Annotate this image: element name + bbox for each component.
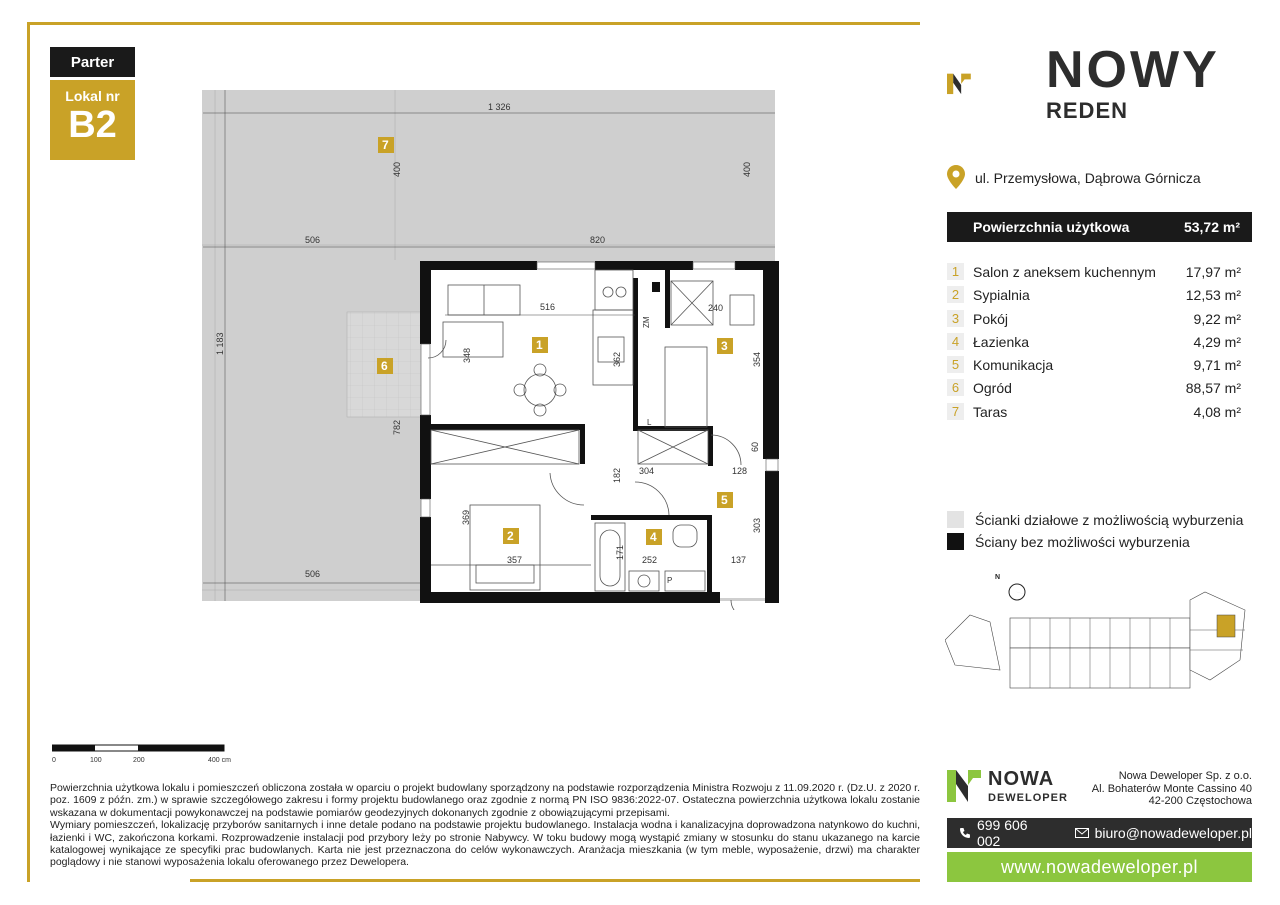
label-p: P	[667, 576, 673, 585]
phone-contact[interactable]	[959, 817, 1055, 849]
developer-name-top: NOWA	[988, 768, 1055, 790]
website-link[interactable]	[947, 852, 1252, 882]
contact-bar	[947, 818, 1252, 848]
room-row	[947, 355, 1247, 378]
phone-icon	[959, 827, 971, 839]
room-number: 1	[947, 263, 964, 280]
room-name: Ogród	[973, 380, 1012, 397]
location-pin-icon	[947, 165, 965, 189]
usable-area-value: 53,72 m²	[1183, 219, 1240, 235]
nowa-deweloper-logo-mark	[947, 770, 981, 802]
north-label: N	[995, 574, 1001, 581]
dim-137: 137	[731, 555, 747, 565]
dim-304: 304	[639, 466, 655, 476]
dim-303: 303	[752, 517, 762, 533]
unit-tag	[50, 80, 135, 160]
room-area: 17,97 m²	[1185, 264, 1241, 280]
dim-182: 182	[612, 467, 622, 483]
dim-506-top: 506	[305, 235, 321, 245]
site-plan	[945, 570, 1255, 695]
disclaimer-paragraph-1: Powierzchnia użytkowa lokalu i pomieszczeń obliczona została w oparciu o projekt budowlany sporządzony na podstawie rozporządzenia Ministra Rozwoju z 11.09.2020 r. (Dz.U. z 2020 r. poz. 1609 z późn. zm.) w sprawie szczegółowego zakresu i formy projektu budowlanego oraz zgodnie z normą PN ISO 9836:2022-07. Ostateczna powierzchnia użytkowa lokalu zostanie wskazana w dokumentacji powykonawczej na podstawie pomiarów geodezyjnych dokonanych zgodnie z obowiązującymi przepisami.	[50, 782, 920, 819]
legend-label: Ścianki działowe z możliwością wyburzenia	[975, 512, 1244, 528]
frame-left-line	[27, 22, 30, 882]
room-area: 9,71 m²	[1193, 357, 1241, 374]
mail-icon	[1075, 828, 1089, 838]
dim-369: 369	[461, 509, 471, 525]
room-list	[947, 262, 1247, 425]
label-l: L	[647, 418, 652, 427]
label-zm: ZM	[642, 316, 651, 328]
plan-room-6: 6	[381, 359, 388, 373]
frame-top-line	[27, 22, 920, 25]
room-row	[947, 332, 1247, 355]
scale-tick-100: 100	[90, 757, 102, 764]
room-area: 4,29 m²	[1193, 333, 1241, 350]
brand-name-top: NOWY	[1046, 41, 1220, 99]
dim-516: 516	[540, 302, 556, 312]
company-street: Al. Bohaterów Monte Cassino 40	[1091, 782, 1252, 795]
unit-highlight	[1217, 615, 1235, 637]
room-name: Komunikacja	[973, 357, 1054, 374]
plan-room-1: 1	[536, 338, 543, 352]
dim-top: 1 326	[488, 102, 511, 112]
scale-bar	[52, 744, 232, 768]
company-name: Nowa Deweloper Sp. z o.o.	[1118, 770, 1252, 782]
floor-label: Parter	[70, 53, 115, 71]
scale-tick-0: 0	[52, 757, 56, 764]
room-number: 6	[947, 379, 964, 396]
nowy-reden-logo-mark	[947, 45, 1032, 125]
website-url: www.nowadeweloper.pl	[1000, 856, 1199, 877]
email-address: biuro@nowadeweloper.pl	[1094, 825, 1252, 841]
room-number: 7	[947, 403, 964, 420]
room-name: Taras	[973, 403, 1008, 420]
scale-tick-400: 400 cm	[208, 757, 231, 764]
legend-swatch-removable	[947, 511, 964, 528]
usable-area-label: Powierzchnia użytkowa	[973, 219, 1130, 235]
room-area: 9,22 m²	[1193, 310, 1241, 327]
plan-room-5: 5	[721, 493, 728, 507]
brand-name-bottom: REDEN	[1046, 98, 1129, 123]
dim-820: 820	[590, 235, 606, 245]
room-number: 4	[947, 333, 964, 350]
dim-right-400: 400	[742, 161, 752, 177]
address-text: ul. Przemysłowa, Dąbrowa Górnicza	[975, 170, 1201, 186]
dim-left-400: 400	[392, 161, 402, 177]
dim-240: 240	[708, 303, 724, 313]
room-name: Sypialnia	[973, 287, 1030, 304]
legend-label: Ściany bez możliwości wyburzenia	[975, 534, 1190, 550]
phone-number: 699 606 002	[976, 817, 1028, 849]
room-name: Salon z aneksem kuchennym	[973, 264, 1156, 280]
developer-name-bottom: DEWELOPER	[988, 792, 1068, 804]
disclaimer-note	[50, 782, 920, 869]
plan-room-3: 3	[721, 339, 728, 353]
room-area: 88,57 m²	[1185, 380, 1241, 397]
unit-number: B2	[68, 104, 117, 146]
room-row	[947, 309, 1247, 332]
company-city: 42-200 Częstochowa	[1148, 795, 1252, 807]
room-row	[947, 285, 1247, 308]
compass-icon	[1003, 584, 1031, 600]
plan-room-4: 4	[650, 530, 657, 544]
usable-area-bar	[947, 212, 1252, 242]
dim-128: 128	[732, 466, 748, 476]
room-name: Łazienka	[973, 333, 1030, 350]
room-row	[947, 378, 1247, 401]
dim-171: 171	[615, 544, 625, 560]
room-row	[947, 402, 1247, 425]
apartment-interior	[423, 263, 775, 598]
room-area: 12,53 m²	[1185, 287, 1241, 304]
room-number: 3	[947, 310, 964, 327]
room-area: 4,08 m²	[1193, 403, 1241, 420]
unit-label: Lokal nr	[65, 88, 120, 104]
scale-tick-200: 200	[133, 757, 145, 764]
dim-357: 357	[507, 555, 523, 565]
dim-60: 60	[750, 441, 760, 452]
plan-room-7: 7	[382, 138, 389, 152]
room-name: Pokój	[973, 310, 1009, 327]
dim-348: 348	[462, 347, 472, 363]
frame-bottom-line	[190, 879, 920, 882]
room-number: 2	[947, 286, 964, 303]
floor-plan	[195, 85, 785, 610]
dim-506-bottom: 506	[305, 569, 321, 579]
dim-782: 782	[392, 419, 402, 435]
floor-tag	[50, 47, 135, 77]
plan-room-2: 2	[507, 529, 514, 543]
dim-354: 354	[752, 351, 762, 367]
room-row	[947, 262, 1247, 285]
company-address	[1080, 770, 1252, 808]
room-number: 5	[947, 356, 964, 373]
email-contact[interactable]	[1075, 825, 1252, 841]
disclaimer-paragraph-2: Wymiary pomieszczeń, lokalizację przyborów sanitarnych i inne detale podano na podstawie projektu budowlanego. Instalacja wodna i kanalizacyjna doprowadzona natynkowo do kuchni, łazienki i WC, zakończona korkami. Rozprowadzenie instalacji pod przybory leży po stronie Nabywcy. W toku budowy mogą wystąpić zmiany w stosunku do stanu ukazanego na karcie katalogowej wynikające ze specyfiki prac budowlanych. Karta nie jest przeznaczona do celów wykonawczych. Aranżacja mieszkania (w tym meble, wyposażenie, drzwi) ma charakter poglądowy i nie stanowi wyposażenia lokalu oferowanego przez Dewelopera.	[50, 819, 920, 869]
dim-362: 362	[612, 351, 622, 367]
dim-1183: 1 183	[215, 332, 225, 355]
dim-252: 252	[642, 555, 658, 565]
legend-swatch-structural	[947, 533, 964, 550]
